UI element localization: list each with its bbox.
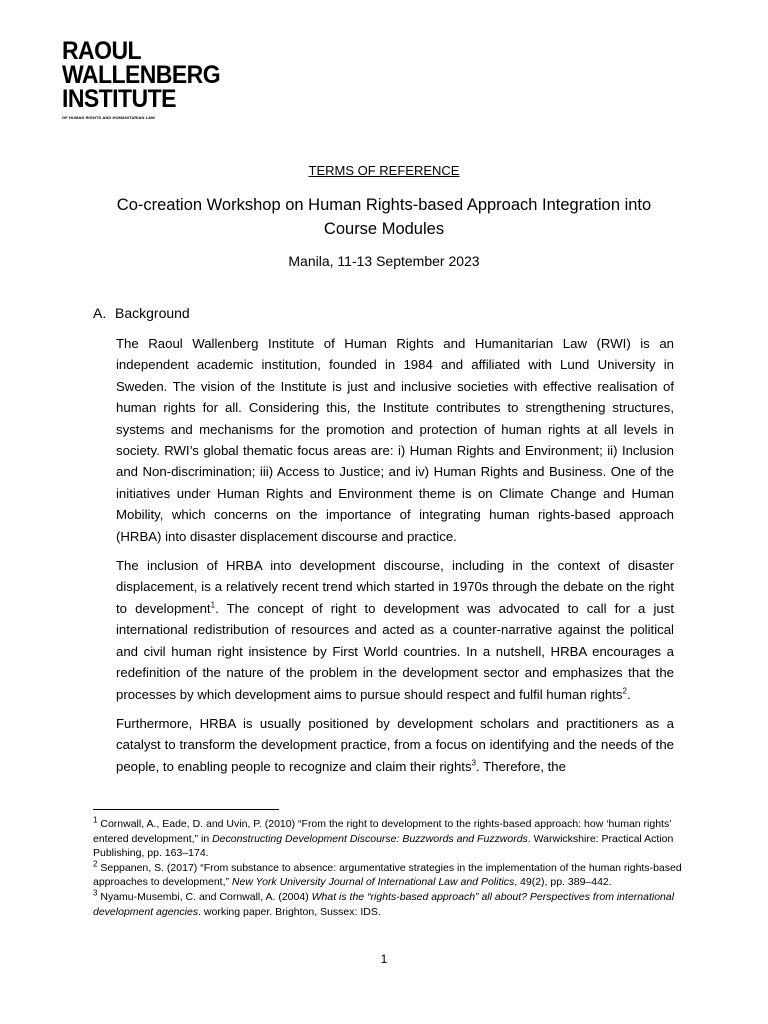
footnote-3-italic: What is the “rights-based approach” all about? Perspectives from international development agencies — [93, 890, 675, 918]
footnotes — [93, 817, 683, 919]
footnote-2 — [93, 861, 683, 890]
logo-tagline: OF HUMAN RIGHTS AND HUMANITARIAN LAW — [62, 115, 155, 120]
title-line-2: Course Modules — [323, 220, 445, 238]
footnote-3 — [93, 890, 683, 919]
footnote-3-text-b: . working paper. Brighton, Sussex: IDS. — [198, 905, 381, 918]
section-title: Background — [115, 305, 190, 321]
section-letter: A. — [93, 305, 107, 321]
terms-of-reference-label: TERMS OF REFERENCE — [308, 163, 460, 178]
footnote-1 — [93, 817, 683, 861]
paragraph-3-text-b: . Therefore, the — [476, 758, 566, 774]
logo-line-2: WALLENBERG — [62, 61, 221, 89]
paragraph-2-text-a: The inclusion of HRBA into development discourse, including in the context of disaster displacement, is a relatively recent trend which started in 1970s through the debate on the right to development — [116, 558, 674, 616]
paragraph-3 — [116, 713, 674, 777]
footnote-ref-3: 3 — [471, 758, 477, 768]
document-title — [0, 193, 768, 241]
footnote-1-text-a: Cornwall, A., Eade, D. and Uvin, P. (2010) “From the right to development to the rights-based approach: how ‘human rights’ entered development,” in — [93, 818, 672, 845]
paragraph-2-text-b: . The concept of right to development was advocated to call for a just international redistribution of resources and acted as a counter-narrative against the political and civil human right insistence by First World countries. In a nutshell, HRBA encourages a redefinition of the nature of the problem in the development sector and emphasizes that the processes by which development aims to pursue should respect and fulfil human rights — [116, 600, 674, 702]
page-number: 1 — [380, 952, 388, 966]
logo-line-3: INSTITUTE — [62, 85, 176, 113]
footnote-2-number: 2 — [93, 859, 98, 869]
logo-line-1: RAOUL — [62, 37, 142, 65]
footnote-separator — [93, 809, 279, 810]
section-body — [116, 333, 674, 785]
section-heading — [93, 305, 190, 321]
footnote-1-italic: Deconstructing Development Discourse: Buzzwords and Fuzzwords — [212, 832, 528, 845]
footnote-3-text-a: Nyamu-Musembi, C. and Cornwall, A. (2004) — [97, 890, 312, 903]
footnote-2-text-b: , 49(2), pp. 389–442. — [514, 876, 612, 889]
footnote-1-number: 1 — [93, 815, 98, 825]
footnote-ref-1: 1 — [210, 600, 216, 610]
paragraph-3-text-a: Furthermore, HRBA is usually positioned by development scholars and practitioners as a catalyst to transform the development practice, from a focus on identifying and the needs of the people, to enabling people to recognize and claim their rights — [116, 715, 674, 774]
paragraph-2 — [116, 555, 674, 705]
paragraph-2-text-c: . — [626, 686, 631, 702]
place-and-date: Manila, 11-13 September 2023 — [288, 253, 480, 269]
footnote-1-text-b: . Warwickshire: Practical Action Publishing, pp. 163–174. — [93, 832, 674, 860]
footnote-ref-2: 2 — [622, 686, 627, 696]
footnote-2-text-a: Seppanen, S. (2017) “From substance to absence: argumentative strategies in the implementation of the human rights-based approaches to development,” — [93, 861, 682, 889]
institute-logo — [62, 39, 234, 120]
paragraph-1: The Raoul Wallenberg Institute of Human Rights and Humanitarian Law (RWI) is an independent academic institution, founded in 1984 and affiliated with Lund University in Sweden. The vision of the Institute is just and inclusive societies with effective realisation of human rights for all. Considering this, the Institute contributes to strengthening structures, systems and mechanisms for the promotion and protection of human rights at all levels in society. RWI’s global thematic focus areas are: i) Human Rights and Environment; ii) Inclusion and Non-discrimination; iii) Access to Justice; and iv) Human Rights and Business. One of the initiatives under Human Rights and Environment theme is on Climate Change and Human Mobility, which concerns on the importance of integrating human rights-based approach (HRBA) into disaster displacement discourse and practice. — [116, 336, 674, 544]
footnote-2-italic: New York University Journal of International Law and Politics — [231, 876, 515, 889]
footnote-3-number: 3 — [93, 888, 98, 898]
title-line-1: Co-creation Workshop on Human Rights-based Approach Integration into — [116, 196, 652, 214]
